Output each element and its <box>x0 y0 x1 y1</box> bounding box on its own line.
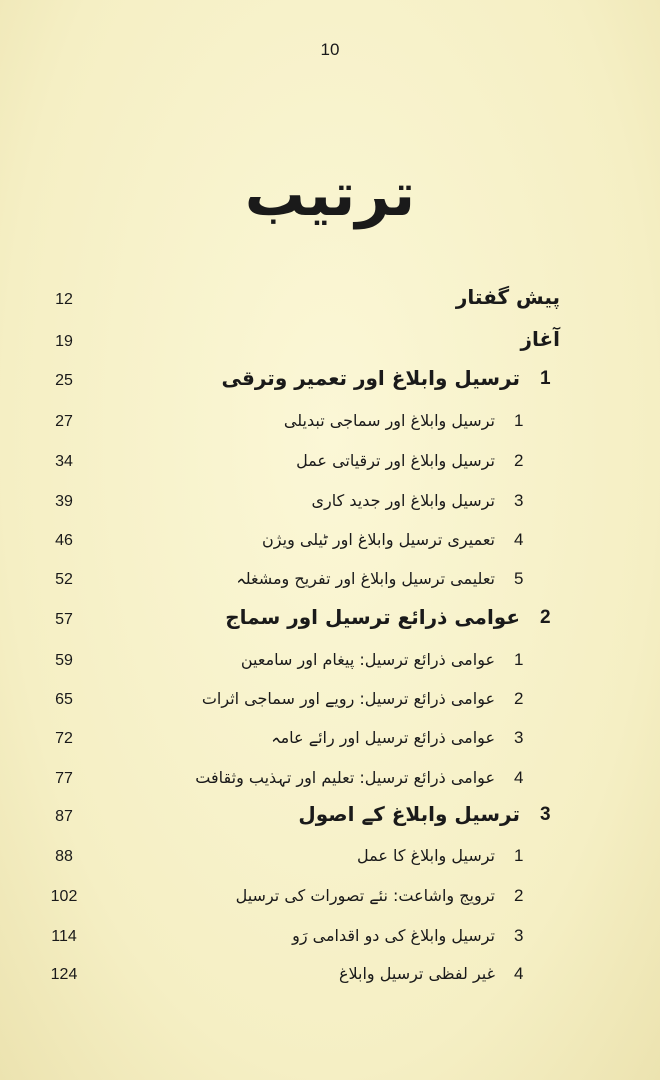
toc-entry-title: ترسیل وابلاغ کے اصول <box>298 802 520 826</box>
toc-entry-number: 1 <box>514 846 524 865</box>
toc-section-row <box>0 524 660 560</box>
toc-entry-number: 2 <box>540 607 551 628</box>
toc-entry-title: عوامی ذرائع ترسیل اور رائے عامہ <box>271 728 495 747</box>
toc-entry-number: 2 <box>514 886 524 905</box>
toc-entry-number: 4 <box>514 768 524 787</box>
toc-section-row <box>0 880 660 916</box>
toc-page-number: 52 <box>55 571 73 588</box>
toc-chapter-row <box>0 800 660 836</box>
toc-entry-title: ترسیل وابلاغ اور سماجی تبدیلی <box>283 411 495 430</box>
toc-section-row <box>0 840 660 876</box>
toc-entry-number: 5 <box>514 569 524 588</box>
toc-entry-title: عوامی ذرائع ترسیل: پیغام اور سامعین <box>240 650 495 669</box>
toc-page-number: 124 <box>50 966 78 983</box>
toc-entry-title: آغاز <box>520 327 560 351</box>
toc-front-row <box>0 325 660 361</box>
toc-section-row <box>0 405 660 441</box>
toc-page-number: 72 <box>55 730 73 747</box>
toc-page-number: 114 <box>51 928 77 945</box>
toc-entry-number: 3 <box>514 926 524 945</box>
toc-chapter-row <box>0 364 660 400</box>
toc-section-row <box>0 683 660 719</box>
toc-entry-title: تعلیمی ترسیل وابلاغ اور تفریح ومشغلہ <box>236 569 495 588</box>
toc-page-number: 57 <box>55 611 73 628</box>
toc-page-number: 77 <box>55 770 73 787</box>
toc-page-number: 46 <box>55 532 73 549</box>
toc-entry-title: ترسیل وابلاغ کی دو اقدامی رَو <box>292 926 495 945</box>
toc-front-row <box>0 283 660 319</box>
toc-entry-number: 3 <box>540 804 551 825</box>
toc-page-number: 59 <box>55 652 73 669</box>
toc-entry-title: تعمیری ترسیل وابلاغ اور ٹیلی ویژن <box>262 530 495 549</box>
toc-entry-title: پیش گفتار <box>455 285 560 309</box>
toc-entry-number: 1 <box>514 650 524 669</box>
toc-page-number: 65 <box>55 691 73 708</box>
toc-page-number: 34 <box>55 453 73 470</box>
toc-entry-number: 4 <box>514 964 524 983</box>
toc-entry-number: 2 <box>514 689 524 708</box>
toc-section-row <box>0 644 660 680</box>
toc-entry-number: 3 <box>514 491 524 510</box>
toc-chapter-row <box>0 603 660 639</box>
toc-page-number: 27 <box>55 413 73 430</box>
toc-entry-number: 1 <box>514 411 524 430</box>
toc-entry-number: 1 <box>540 368 551 389</box>
toc-entry-title: عوامی ذرائع ترسیل اور سماج <box>225 605 520 629</box>
toc-entry-title: ترسیل وابلاغ اور جدید کاری <box>311 491 495 510</box>
page-number: 10 <box>320 40 340 59</box>
toc-section-row <box>0 920 660 956</box>
toc-page-number: 12 <box>55 291 73 308</box>
toc-entry-number: 2 <box>514 451 524 470</box>
toc-page-number: 25 <box>55 372 73 389</box>
page-title: ترتیب <box>244 160 416 230</box>
toc-section-row <box>0 485 660 521</box>
toc-section-row <box>0 722 660 758</box>
toc-entry-title: ترسیل وابلاغ اور ترقیاتی عمل <box>296 451 495 470</box>
toc-entry-title: عوامی ذرائع ترسیل: تعلیم اور تہذیب وثقافت <box>195 768 495 787</box>
toc-entry-title: غیر لفظی ترسیل وابلاغ <box>338 964 495 983</box>
toc-page-number: 102 <box>50 888 78 905</box>
toc-page-number: 39 <box>55 493 73 510</box>
toc-entry-title: ترسیل وابلاغ کا عمل <box>356 846 495 865</box>
toc-entry-number: 3 <box>514 728 524 747</box>
toc-section-row <box>0 445 660 481</box>
toc-page-number: 87 <box>55 808 73 825</box>
toc-entry-title: عوامی ذرائع ترسیل: رویے اور سماجی اثرات <box>201 689 495 708</box>
toc-section-row <box>0 762 660 798</box>
toc-page-number: 88 <box>55 848 73 865</box>
toc-entry-number: 4 <box>514 530 524 549</box>
toc-section-row <box>0 958 660 994</box>
toc-entry-title: ترسیل وابلاغ اور تعمیر وترقی <box>221 366 520 390</box>
toc-section-row <box>0 563 660 599</box>
toc-entry-title: ترویج واشاعت: نئے تصورات کی ترسیل <box>235 886 495 905</box>
toc-page-number: 19 <box>55 333 73 350</box>
